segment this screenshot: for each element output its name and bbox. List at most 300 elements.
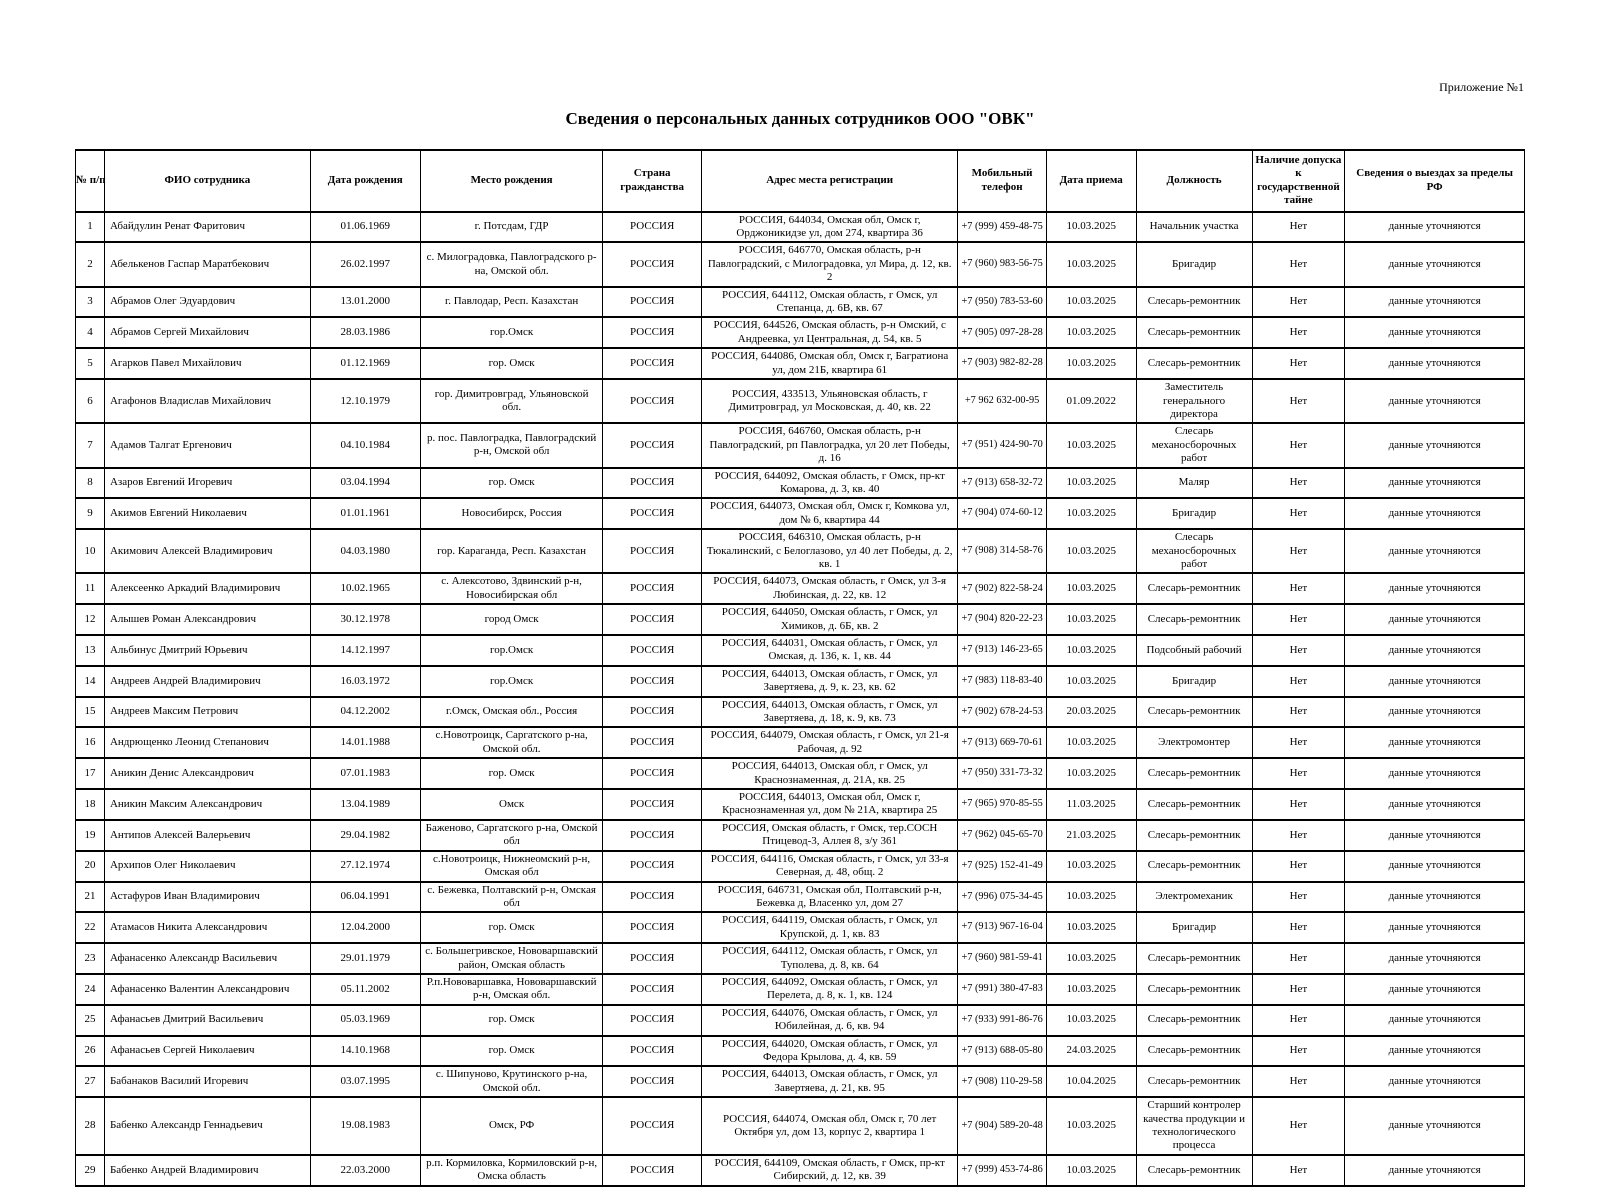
- table-row: [76, 498, 1525, 529]
- cell-travel-info: данные уточняются: [1345, 573, 1525, 604]
- cell-travel-info: данные уточняются: [1345, 529, 1525, 573]
- table-row: [76, 604, 1525, 635]
- cell-fio: Андрющенко Леонид Степанович: [104, 727, 310, 758]
- table-row: [76, 697, 1525, 728]
- cell-state-secret-access: Нет: [1252, 604, 1345, 635]
- cell-hire-date: 10.03.2025: [1046, 498, 1136, 529]
- table-row: [76, 635, 1525, 666]
- cell-travel-info: данные уточняются: [1345, 697, 1525, 728]
- header-citizenship: Страна гражданства: [603, 150, 702, 212]
- cell-num: 28: [76, 1097, 105, 1155]
- cell-birth-place: гор. Омск: [420, 1036, 603, 1067]
- cell-fio: Антипов Алексей Валерьевич: [104, 820, 310, 851]
- cell-state-secret-access: Нет: [1252, 912, 1345, 943]
- cell-num: 24: [76, 974, 105, 1005]
- table-row: [76, 423, 1525, 467]
- cell-birth-date: 14.10.1968: [310, 1036, 420, 1067]
- table-row: [76, 1155, 1525, 1186]
- cell-position: Слесарь-ремонтник: [1136, 1036, 1252, 1067]
- cell-fio: Агафонов Владислав Михайлович: [104, 379, 310, 423]
- cell-birth-date: 14.01.1988: [310, 727, 420, 758]
- cell-num: 16: [76, 727, 105, 758]
- cell-hire-date: 10.03.2025: [1046, 573, 1136, 604]
- cell-travel-info: данные уточняются: [1345, 943, 1525, 974]
- cell-num: 21: [76, 882, 105, 913]
- cell-birth-place: р. пос. Павлоградка, Павлоградский р-н, Омской обл: [420, 423, 603, 467]
- cell-birth-place: с.Новотроицк, Нижнеомский р-н, Омская обл: [420, 851, 603, 882]
- cell-num: 15: [76, 697, 105, 728]
- table-row: [76, 1036, 1525, 1067]
- cell-birth-date: 07.01.1983: [310, 758, 420, 789]
- cell-position: Бригадир: [1136, 912, 1252, 943]
- cell-birth-date: 26.02.1997: [310, 242, 420, 286]
- cell-citizenship: РОССИЯ: [603, 348, 702, 379]
- cell-address: РОССИЯ, 644013, Омская область, г Омск, ул Завертяева, д. 21, кв. 95: [701, 1066, 957, 1097]
- cell-citizenship: РОССИЯ: [603, 758, 702, 789]
- cell-citizenship: РОССИЯ: [603, 882, 702, 913]
- cell-state-secret-access: Нет: [1252, 573, 1345, 604]
- cell-position: Слесарь-ремонтник: [1136, 758, 1252, 789]
- cell-address: РОССИЯ, 644074, Омская обл, Омск г, 70 лет Октября ул, дом 13, корпус 2, квартира 1: [701, 1097, 957, 1155]
- cell-fio: Архипов Олег Николаевич: [104, 851, 310, 882]
- cell-address: РОССИЯ, 644050, Омская область, г Омск, ул Химиков, д. 6Б, кв. 2: [701, 604, 957, 635]
- cell-state-secret-access: Нет: [1252, 635, 1345, 666]
- cell-state-secret-access: Нет: [1252, 317, 1345, 348]
- cell-phone: +7 (950) 783-53-60: [958, 287, 1046, 318]
- cell-address: РОССИЯ, 644112, Омская область, г Омск, ул Степанца, д. 6В, кв. 67: [701, 287, 957, 318]
- cell-state-secret-access: Нет: [1252, 789, 1345, 820]
- cell-birth-place: с. Милоградовка, Павлоградского р-на, Омской обл.: [420, 242, 603, 286]
- table-row: [76, 348, 1525, 379]
- cell-position: Слесарь-ремонтник: [1136, 287, 1252, 318]
- cell-travel-info: данные уточняются: [1345, 604, 1525, 635]
- cell-birth-place: гор. Димитровград, Ульяновской обл.: [420, 379, 603, 423]
- table-row: [76, 820, 1525, 851]
- cell-fio: Бабенко Андрей Владимирович: [104, 1155, 310, 1186]
- cell-position: Электромонтер: [1136, 727, 1252, 758]
- cell-citizenship: РОССИЯ: [603, 212, 702, 243]
- cell-birth-date: 30.12.1978: [310, 604, 420, 635]
- cell-hire-date: 10.03.2025: [1046, 882, 1136, 913]
- cell-position: Слесарь-ремонтник: [1136, 789, 1252, 820]
- cell-fio: Алексеенко Аркадий Владимирович: [104, 573, 310, 604]
- cell-birth-date: 29.04.1982: [310, 820, 420, 851]
- cell-num: 1: [76, 212, 105, 243]
- table-row: [76, 882, 1525, 913]
- cell-citizenship: РОССИЯ: [603, 943, 702, 974]
- cell-hire-date: 10.03.2025: [1046, 317, 1136, 348]
- cell-phone: +7 (960) 981-59-41: [958, 943, 1046, 974]
- cell-state-secret-access: Нет: [1252, 212, 1345, 243]
- cell-hire-date: 10.03.2025: [1046, 423, 1136, 467]
- cell-citizenship: РОССИЯ: [603, 573, 702, 604]
- cell-address: РОССИЯ, 646731, Омская обл, Полтавский р-н, Бежевка д, Власенко ул, дом 27: [701, 882, 957, 913]
- cell-birth-place: гор. Омск: [420, 348, 603, 379]
- cell-phone: +7 (913) 669-70-61: [958, 727, 1046, 758]
- cell-travel-info: данные уточняются: [1345, 1005, 1525, 1036]
- cell-state-secret-access: Нет: [1252, 468, 1345, 499]
- cell-citizenship: РОССИЯ: [603, 727, 702, 758]
- cell-fio: Азаров Евгений Игоревич: [104, 468, 310, 499]
- table-row: [76, 851, 1525, 882]
- table-row: [76, 1005, 1525, 1036]
- table-row: [76, 287, 1525, 318]
- cell-state-secret-access: Нет: [1252, 943, 1345, 974]
- header-fio: ФИО сотрудника: [104, 150, 310, 212]
- cell-birth-date: 03.04.1994: [310, 468, 420, 499]
- cell-phone: +7 (951) 424-90-70: [958, 423, 1046, 467]
- cell-num: 29: [76, 1155, 105, 1186]
- table-row: [76, 974, 1525, 1005]
- cell-phone: +7 (904) 589-20-48: [958, 1097, 1046, 1155]
- annex-label: Приложение №1: [1439, 80, 1524, 94]
- cell-state-secret-access: Нет: [1252, 287, 1345, 318]
- cell-address: РОССИЯ, Омская область, г Омск, тер.СОСН Птицевод-3, Аллея 8, з/у 361: [701, 820, 957, 851]
- table-row: [76, 1097, 1525, 1155]
- cell-birth-date: 28.03.1986: [310, 317, 420, 348]
- cell-travel-info: данные уточняются: [1345, 379, 1525, 423]
- cell-citizenship: РОССИЯ: [603, 379, 702, 423]
- cell-state-secret-access: Нет: [1252, 820, 1345, 851]
- cell-travel-info: данные уточняются: [1345, 666, 1525, 697]
- cell-position: Слесарь-ремонтник: [1136, 1066, 1252, 1097]
- cell-address: РОССИЯ, 644086, Омская обл, Омск г, Багратиона ул, дом 21Б, квартира 61: [701, 348, 957, 379]
- cell-travel-info: данные уточняются: [1345, 1097, 1525, 1155]
- cell-travel-info: данные уточняются: [1345, 758, 1525, 789]
- cell-num: 14: [76, 666, 105, 697]
- cell-phone: +7 (950) 331-73-32: [958, 758, 1046, 789]
- cell-citizenship: РОССИЯ: [603, 242, 702, 286]
- cell-birth-place: гор. Омск: [420, 468, 603, 499]
- header-birth-place: Место рождения: [420, 150, 603, 212]
- cell-travel-info: данные уточняются: [1345, 287, 1525, 318]
- cell-travel-info: данные уточняются: [1345, 882, 1525, 913]
- cell-hire-date: 10.03.2025: [1046, 529, 1136, 573]
- cell-fio: Алышев Роман Александрович: [104, 604, 310, 635]
- table-row: [76, 727, 1525, 758]
- cell-hire-date: 10.03.2025: [1046, 974, 1136, 1005]
- cell-num: 2: [76, 242, 105, 286]
- cell-birth-date: 01.06.1969: [310, 212, 420, 243]
- cell-birth-place: г. Потсдам, ГДР: [420, 212, 603, 243]
- cell-birth-place: гор. Омск: [420, 1005, 603, 1036]
- cell-num: 8: [76, 468, 105, 499]
- table-row: [76, 468, 1525, 499]
- cell-address: РОССИЯ, 644526, Омская область, р-н Омский, с Андреевка, ул Центральная, д. 54, кв. 5: [701, 317, 957, 348]
- employee-table-body: [76, 212, 1525, 1186]
- cell-hire-date: 10.03.2025: [1046, 666, 1136, 697]
- cell-fio: Аникин Денис Александрович: [104, 758, 310, 789]
- cell-state-secret-access: Нет: [1252, 974, 1345, 1005]
- table-row: [76, 242, 1525, 286]
- cell-fio: Аникин Максим Александрович: [104, 789, 310, 820]
- cell-birth-place: с. Шипуново, Крутинского р-на, Омской обл.: [420, 1066, 603, 1097]
- cell-fio: Бабенко Александр Геннадьевич: [104, 1097, 310, 1155]
- cell-fio: Бабанаков Василий Игоревич: [104, 1066, 310, 1097]
- cell-address: РОССИЯ, 646310, Омская область, р-н Тюкалинский, с Белоглазово, ул 40 лет Победы, д. 2, кв. 1: [701, 529, 957, 573]
- header-address: Адрес места регистрации: [701, 150, 957, 212]
- header-position: Должность: [1136, 150, 1252, 212]
- cell-address: РОССИЯ, 644013, Омская обл, Омск г, Краснознаменная ул, дом № 21А, квартира 25: [701, 789, 957, 820]
- cell-position: Слесарь-ремонтник: [1136, 604, 1252, 635]
- header-phone: Мобильный телефон: [958, 150, 1046, 212]
- cell-num: 6: [76, 379, 105, 423]
- cell-hire-date: 10.03.2025: [1046, 212, 1136, 243]
- cell-birth-date: 04.10.1984: [310, 423, 420, 467]
- cell-birth-place: с. Большегривское, Нововаршавский район, Омская область: [420, 943, 603, 974]
- employee-table: [75, 149, 1525, 1187]
- cell-birth-date: 03.07.1995: [310, 1066, 420, 1097]
- table-row: [76, 573, 1525, 604]
- cell-birth-place: г.Омск, Омская обл., Россия: [420, 697, 603, 728]
- header-hire-date: Дата приема: [1046, 150, 1136, 212]
- cell-travel-info: данные уточняются: [1345, 423, 1525, 467]
- cell-citizenship: РОССИЯ: [603, 1066, 702, 1097]
- cell-phone: +7 (913) 146-23-65: [958, 635, 1046, 666]
- cell-birth-date: 01.12.1969: [310, 348, 420, 379]
- cell-hire-date: 10.03.2025: [1046, 287, 1136, 318]
- cell-state-secret-access: Нет: [1252, 242, 1345, 286]
- cell-birth-date: 13.01.2000: [310, 287, 420, 318]
- cell-citizenship: РОССИЯ: [603, 1005, 702, 1036]
- cell-state-secret-access: Нет: [1252, 882, 1345, 913]
- cell-phone: +7 (983) 118-83-40: [958, 666, 1046, 697]
- cell-state-secret-access: Нет: [1252, 498, 1345, 529]
- cell-position: Слесарь механосборочных работ: [1136, 529, 1252, 573]
- cell-position: Заместитель генерального директора: [1136, 379, 1252, 423]
- table-row: [76, 212, 1525, 243]
- cell-fio: Астафуров Иван Владимирович: [104, 882, 310, 913]
- cell-birth-place: Омск, РФ: [420, 1097, 603, 1155]
- cell-position: Слесарь-ремонтник: [1136, 820, 1252, 851]
- cell-birth-date: 06.04.1991: [310, 882, 420, 913]
- cell-citizenship: РОССИЯ: [603, 1036, 702, 1067]
- table-header: [76, 150, 1525, 212]
- cell-hire-date: 10.03.2025: [1046, 635, 1136, 666]
- cell-hire-date: 10.03.2025: [1046, 348, 1136, 379]
- cell-state-secret-access: Нет: [1252, 423, 1345, 467]
- cell-fio: Адамов Талгат Ергенович: [104, 423, 310, 467]
- cell-birth-place: с. Алексотово, Здвинский р-н, Новосибирская обл: [420, 573, 603, 604]
- cell-travel-info: данные уточняются: [1345, 1036, 1525, 1067]
- cell-hire-date: 10.03.2025: [1046, 468, 1136, 499]
- cell-state-secret-access: Нет: [1252, 1097, 1345, 1155]
- cell-address: РОССИЯ, 644076, Омская область, г Омск, ул Юбилейная, д. 6, кв. 94: [701, 1005, 957, 1036]
- cell-citizenship: РОССИЯ: [603, 789, 702, 820]
- cell-birth-date: 22.03.2000: [310, 1155, 420, 1186]
- cell-travel-info: данные уточняются: [1345, 851, 1525, 882]
- cell-fio: Акимович Алексей Владимирович: [104, 529, 310, 573]
- cell-phone: +7 (913) 658-32-72: [958, 468, 1046, 499]
- cell-state-secret-access: Нет: [1252, 851, 1345, 882]
- cell-travel-info: данные уточняются: [1345, 212, 1525, 243]
- cell-state-secret-access: Нет: [1252, 758, 1345, 789]
- cell-citizenship: РОССИЯ: [603, 820, 702, 851]
- cell-birth-date: 29.01.1979: [310, 943, 420, 974]
- cell-state-secret-access: Нет: [1252, 1155, 1345, 1186]
- cell-phone: +7 (904) 074-60-12: [958, 498, 1046, 529]
- cell-phone: +7 (904) 820-22-23: [958, 604, 1046, 635]
- cell-position: Слесарь-ремонтник: [1136, 943, 1252, 974]
- cell-address: РОССИЯ, 644073, Омская обл, Омск г, Комкова ул, дом № 6, квартира 44: [701, 498, 957, 529]
- header-row: [76, 150, 1525, 212]
- cell-address: РОССИЯ, 644013, Омская область, г Омск, ул Завертяева, д. 9, к. 23, кв. 62: [701, 666, 957, 697]
- cell-citizenship: РОССИЯ: [603, 666, 702, 697]
- cell-position: Слесарь механосборочных работ: [1136, 423, 1252, 467]
- cell-address: РОССИЯ, 644020, Омская область, г Омск, ул Федора Крылова, д. 4, кв. 59: [701, 1036, 957, 1067]
- cell-position: Слесарь-ремонтник: [1136, 348, 1252, 379]
- cell-address: РОССИЯ, 644116, Омская область, г Омск, ул 33-я Северная, д. 48, общ. 2: [701, 851, 957, 882]
- cell-state-secret-access: Нет: [1252, 348, 1345, 379]
- header-state-secret-access: Наличие допуска к государственной тайне: [1252, 150, 1345, 212]
- cell-citizenship: РОССИЯ: [603, 635, 702, 666]
- cell-birth-place: с. Бежевка, Полтавский р-н, Омская обл: [420, 882, 603, 913]
- cell-num: 12: [76, 604, 105, 635]
- cell-phone: +7 (902) 678-24-53: [958, 697, 1046, 728]
- cell-fio: Афанасенко Александр Васильевич: [104, 943, 310, 974]
- cell-birth-place: Новосибирск, Россия: [420, 498, 603, 529]
- cell-address: РОССИЯ, 644073, Омская область, г Омск, ул 3-я Любинская, д. 22, кв. 12: [701, 573, 957, 604]
- cell-birth-date: 14.12.1997: [310, 635, 420, 666]
- cell-num: 19: [76, 820, 105, 851]
- table-row: [76, 666, 1525, 697]
- cell-num: 11: [76, 573, 105, 604]
- table-row: [76, 1066, 1525, 1097]
- cell-address: РОССИЯ, 644034, Омская обл, Омск г, Орджоникидзе ул, дом 274, квартира 36: [701, 212, 957, 243]
- cell-position: Слесарь-ремонтник: [1136, 1155, 1252, 1186]
- cell-position: Подсобный рабочий: [1136, 635, 1252, 666]
- table-row: [76, 317, 1525, 348]
- cell-birth-date: 13.04.1989: [310, 789, 420, 820]
- cell-phone: +7 (913) 967-16-04: [958, 912, 1046, 943]
- cell-fio: Андреев Андрей Владимирович: [104, 666, 310, 697]
- cell-birth-date: 19.08.1983: [310, 1097, 420, 1155]
- cell-num: 5: [76, 348, 105, 379]
- cell-travel-info: данные уточняются: [1345, 1066, 1525, 1097]
- cell-phone: +7 (902) 822-58-24: [958, 573, 1046, 604]
- cell-citizenship: РОССИЯ: [603, 851, 702, 882]
- cell-num: 4: [76, 317, 105, 348]
- cell-state-secret-access: Нет: [1252, 529, 1345, 573]
- cell-address: РОССИЯ, 644092, Омская область, г Омск, пр-кт Комарова, д. 3, кв. 40: [701, 468, 957, 499]
- cell-phone: +7 (908) 110-29-58: [958, 1066, 1046, 1097]
- cell-phone: +7 (905) 097-28-28: [958, 317, 1046, 348]
- cell-birth-place: гор. Караганда, Респ. Казахстан: [420, 529, 603, 573]
- cell-position: Слесарь-ремонтник: [1136, 573, 1252, 604]
- cell-hire-date: 10.03.2025: [1046, 604, 1136, 635]
- cell-address: РОССИЯ, 646770, Омская область, р-н Павлоградский, с Милоградовка, ул Мира, д. 12, кв. 2: [701, 242, 957, 286]
- cell-fio: Афанасьев Дмитрий Васильевич: [104, 1005, 310, 1036]
- cell-address: РОССИЯ, 433513, Ульяновская область, г Димитровград, ул Московская, д. 40, кв. 22: [701, 379, 957, 423]
- cell-phone: +7 (960) 983-56-75: [958, 242, 1046, 286]
- cell-hire-date: 10.03.2025: [1046, 727, 1136, 758]
- cell-num: 10: [76, 529, 105, 573]
- cell-address: РОССИЯ, 644112, Омская область, г Омск, ул Туполева, д. 8, кв. 64: [701, 943, 957, 974]
- cell-birth-place: г. Павлодар, Респ. Казахстан: [420, 287, 603, 318]
- cell-fio: Атамасов Никита Александрович: [104, 912, 310, 943]
- cell-birth-date: 27.12.1974: [310, 851, 420, 882]
- cell-birth-date: 16.03.1972: [310, 666, 420, 697]
- cell-phone: +7 (925) 152-41-49: [958, 851, 1046, 882]
- table-row: [76, 943, 1525, 974]
- cell-phone: +7 (913) 688-05-80: [958, 1036, 1046, 1067]
- cell-travel-info: данные уточняются: [1345, 1155, 1525, 1186]
- cell-travel-info: данные уточняются: [1345, 635, 1525, 666]
- cell-birth-place: гор.Омск: [420, 635, 603, 666]
- cell-phone: +7 (908) 314-58-76: [958, 529, 1046, 573]
- cell-birth-place: с.Новотроицк, Саргатского р-на, Омской обл.: [420, 727, 603, 758]
- cell-state-secret-access: Нет: [1252, 379, 1345, 423]
- cell-birth-date: 05.03.1969: [310, 1005, 420, 1036]
- cell-phone: +7 (996) 075-34-45: [958, 882, 1046, 913]
- cell-address: РОССИЯ, 644013, Омская область, г Омск, ул Завертяева, д. 18, к. 9, кв. 73: [701, 697, 957, 728]
- cell-birth-date: 10.02.1965: [310, 573, 420, 604]
- cell-citizenship: РОССИЯ: [603, 529, 702, 573]
- cell-phone: +7 (903) 982-82-28: [958, 348, 1046, 379]
- cell-position: Слесарь-ремонтник: [1136, 851, 1252, 882]
- cell-num: 27: [76, 1066, 105, 1097]
- cell-state-secret-access: Нет: [1252, 1005, 1345, 1036]
- cell-travel-info: данные уточняются: [1345, 974, 1525, 1005]
- cell-birth-date: 04.03.1980: [310, 529, 420, 573]
- cell-position: Бригадир: [1136, 498, 1252, 529]
- cell-position: Бригадир: [1136, 242, 1252, 286]
- cell-citizenship: РОССИЯ: [603, 498, 702, 529]
- table-row: [76, 529, 1525, 573]
- cell-birth-place: гор. Омск: [420, 912, 603, 943]
- cell-phone: +7 (962) 045-65-70: [958, 820, 1046, 851]
- cell-citizenship: РОССИЯ: [603, 317, 702, 348]
- cell-citizenship: РОССИЯ: [603, 423, 702, 467]
- cell-travel-info: данные уточняются: [1345, 317, 1525, 348]
- cell-hire-date: 20.03.2025: [1046, 697, 1136, 728]
- cell-travel-info: данные уточняются: [1345, 820, 1525, 851]
- cell-citizenship: РОССИЯ: [603, 604, 702, 635]
- cell-state-secret-access: Нет: [1252, 727, 1345, 758]
- table-row: [76, 379, 1525, 423]
- cell-hire-date: 10.03.2025: [1046, 943, 1136, 974]
- cell-num: 9: [76, 498, 105, 529]
- cell-address: РОССИЯ, 644119, Омская область, г Омск, ул Крупской, д. 1, кв. 83: [701, 912, 957, 943]
- cell-birth-date: 05.11.2002: [310, 974, 420, 1005]
- cell-birth-date: 12.10.1979: [310, 379, 420, 423]
- cell-birth-date: 01.01.1961: [310, 498, 420, 529]
- cell-citizenship: РОССИЯ: [603, 468, 702, 499]
- cell-citizenship: РОССИЯ: [603, 974, 702, 1005]
- cell-hire-date: 10.03.2025: [1046, 1097, 1136, 1155]
- cell-travel-info: данные уточняются: [1345, 727, 1525, 758]
- cell-phone: +7 (933) 991-86-76: [958, 1005, 1046, 1036]
- cell-fio: Абрамов Сергей Михайлович: [104, 317, 310, 348]
- cell-birth-place: гор.Омск: [420, 317, 603, 348]
- cell-phone: +7 (991) 380-47-83: [958, 974, 1046, 1005]
- cell-hire-date: 10.03.2025: [1046, 242, 1136, 286]
- cell-travel-info: данные уточняются: [1345, 348, 1525, 379]
- cell-fio: Абелькенов Гаспар Маратбекович: [104, 242, 310, 286]
- cell-birth-place: Р.п.Нововаршавка, Нововаршавский р-н, Омская обл.: [420, 974, 603, 1005]
- cell-phone: +7 962 632-00-95: [958, 379, 1046, 423]
- cell-num: 20: [76, 851, 105, 882]
- cell-num: 17: [76, 758, 105, 789]
- table-row: [76, 789, 1525, 820]
- cell-fio: Агарков Павел Михайлович: [104, 348, 310, 379]
- cell-citizenship: РОССИЯ: [603, 1097, 702, 1155]
- cell-hire-date: 10.04.2025: [1046, 1066, 1136, 1097]
- cell-state-secret-access: Нет: [1252, 666, 1345, 697]
- cell-hire-date: 10.03.2025: [1046, 912, 1136, 943]
- cell-hire-date: 24.03.2025: [1046, 1036, 1136, 1067]
- page-title: Сведения о персональных данных сотрудников ООО "ОВК": [565, 109, 1035, 128]
